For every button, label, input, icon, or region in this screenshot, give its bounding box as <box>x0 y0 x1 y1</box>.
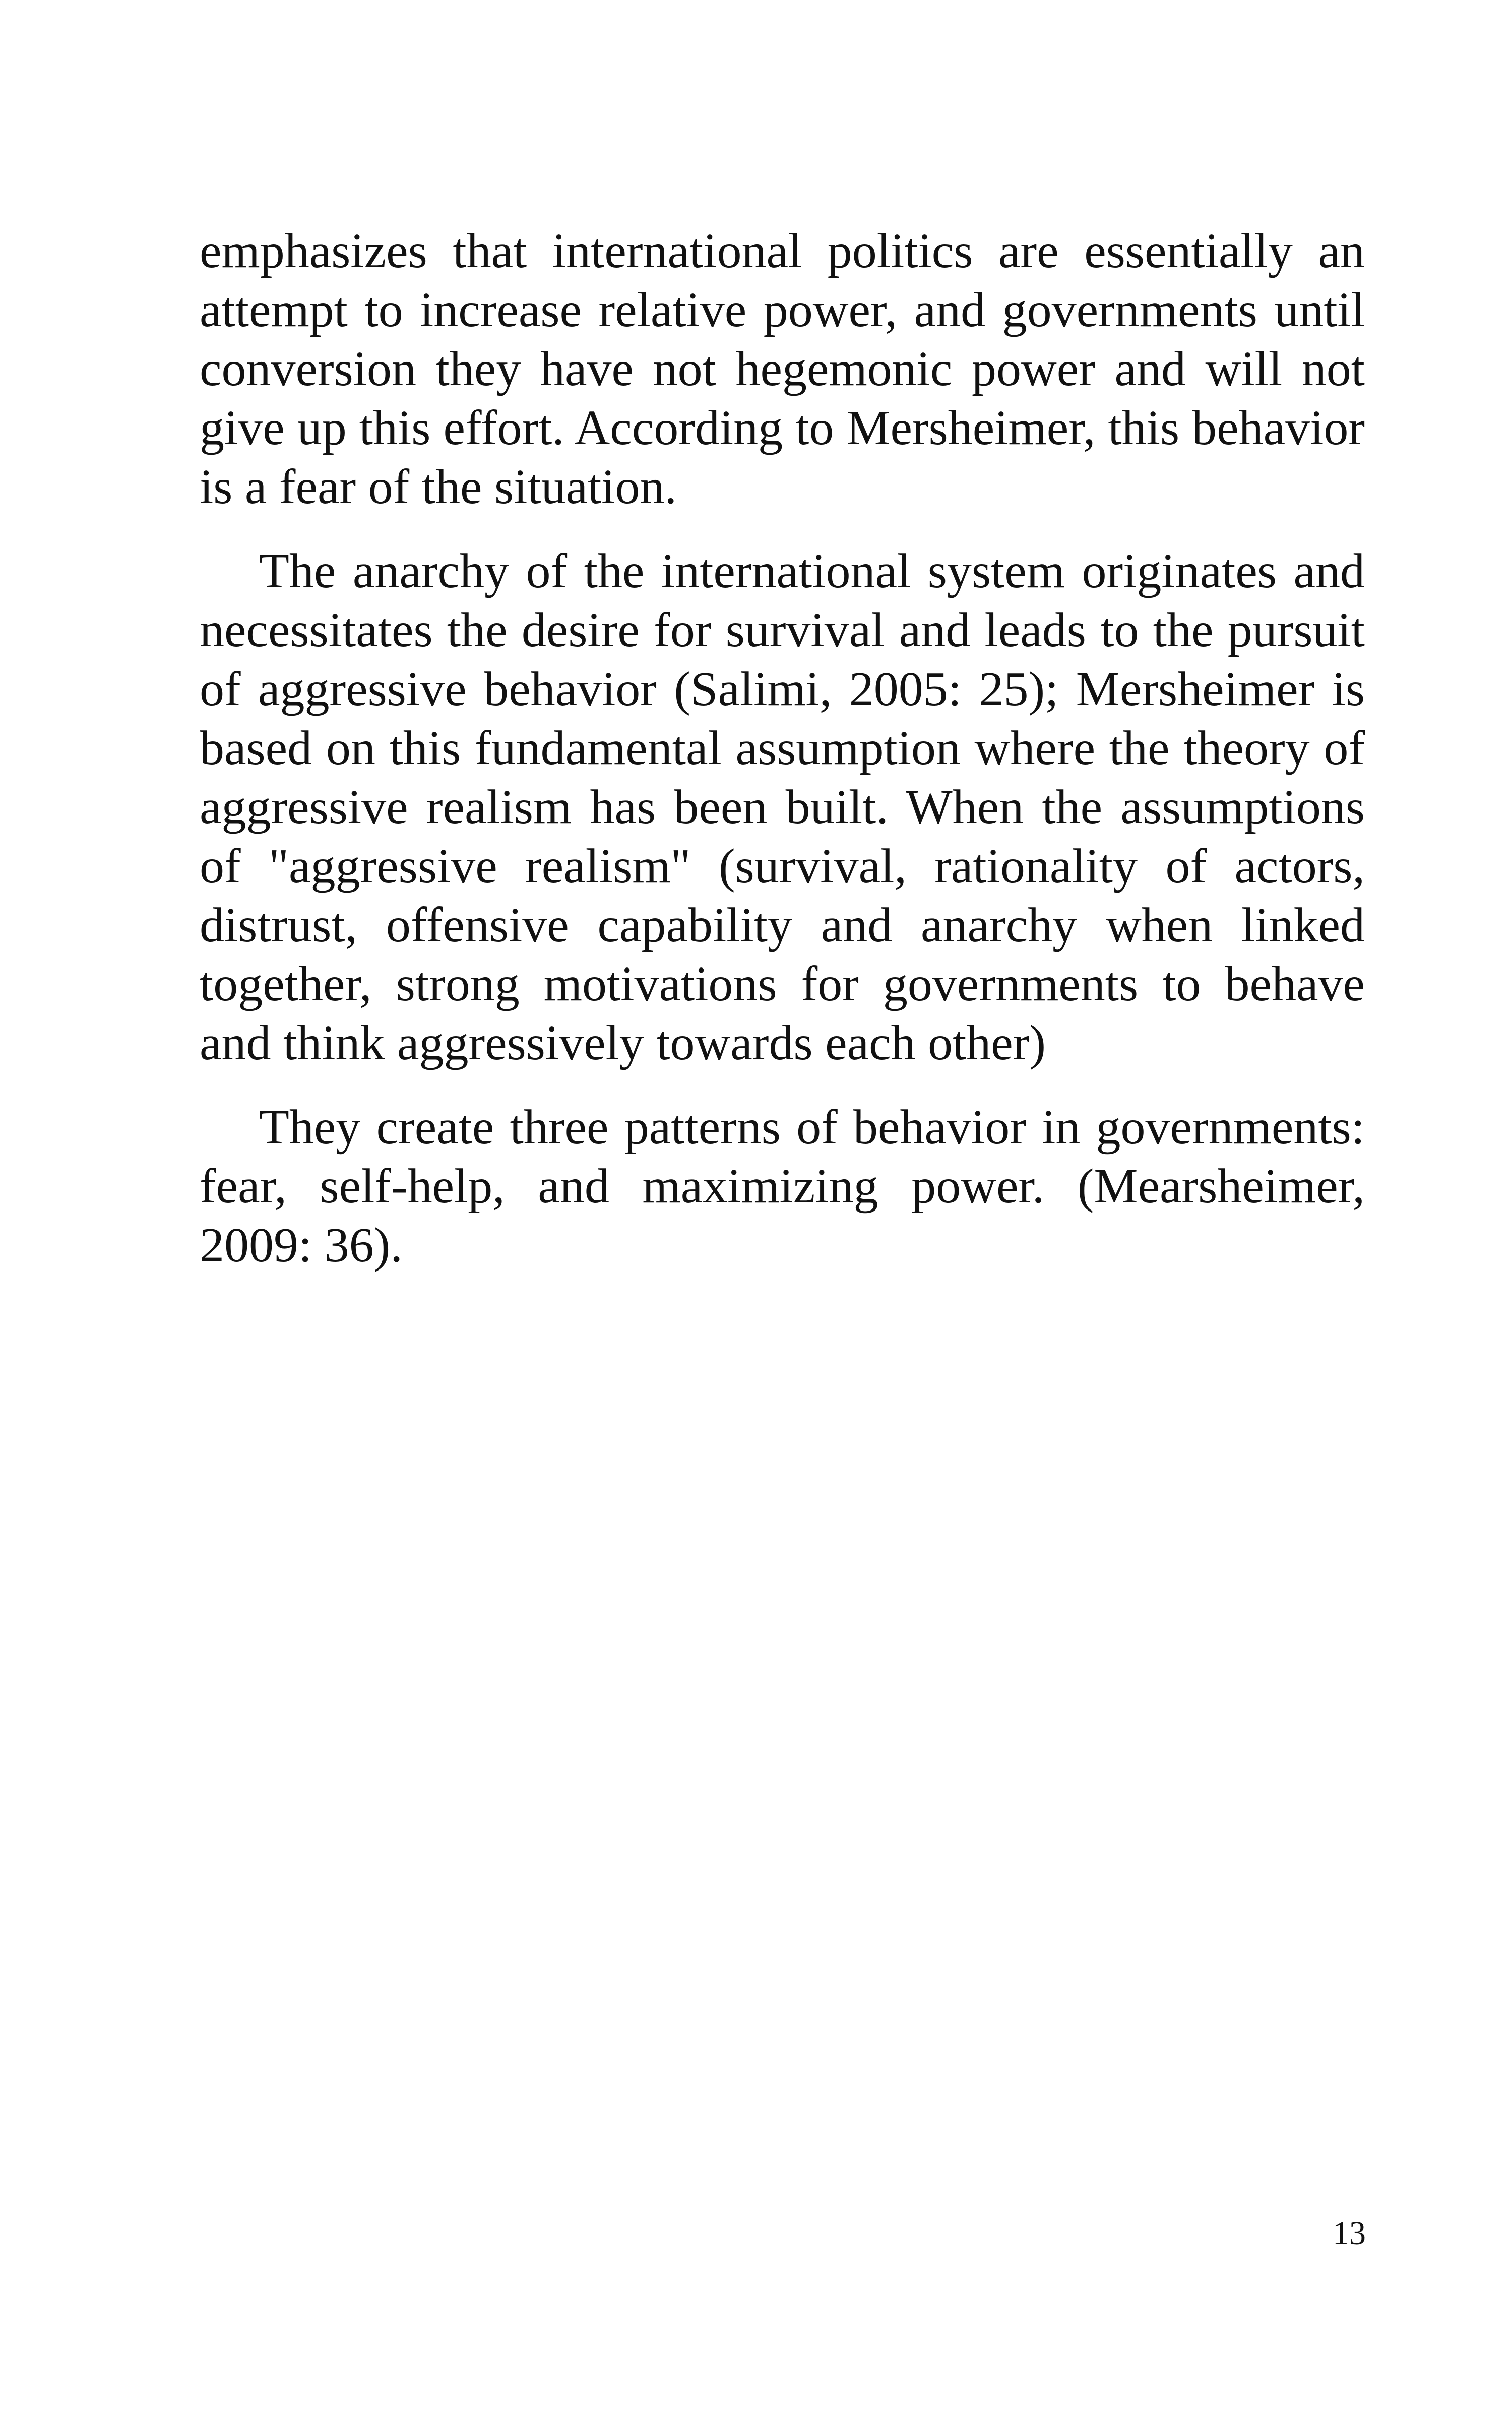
paragraph-3: They create three patterns of behavior in governments: fear, self-help, and maximizing power. (Mearsheimer, 2009: 36). <box>200 1100 1365 1273</box>
paragraph-2: The anarchy of the international system originates and necessitates the desire for survival and leads to the pursuit of aggressive behavior (Salimi, 2005: 25); Mersheimer is based on this fundamental assumption where the theory of aggressive realism has been built. When the assumptions of "aggressive realism" (survival, rationality of actors, distrust, offensive capability and anarchy when linked together, strong motivations for governments to behave and think aggressively towards each other) <box>200 544 1365 1070</box>
page-number: 13 <box>1333 2215 1366 2252</box>
body-text <box>200 222 1365 1300</box>
paragraph-1: emphasizes that international politics are essentially an attempt to increase relative power, and governments until conversion they have not hegemonic power and will not give up this effort. According to Mersheimer, this behavior is a fear of the situation. <box>200 224 1365 514</box>
